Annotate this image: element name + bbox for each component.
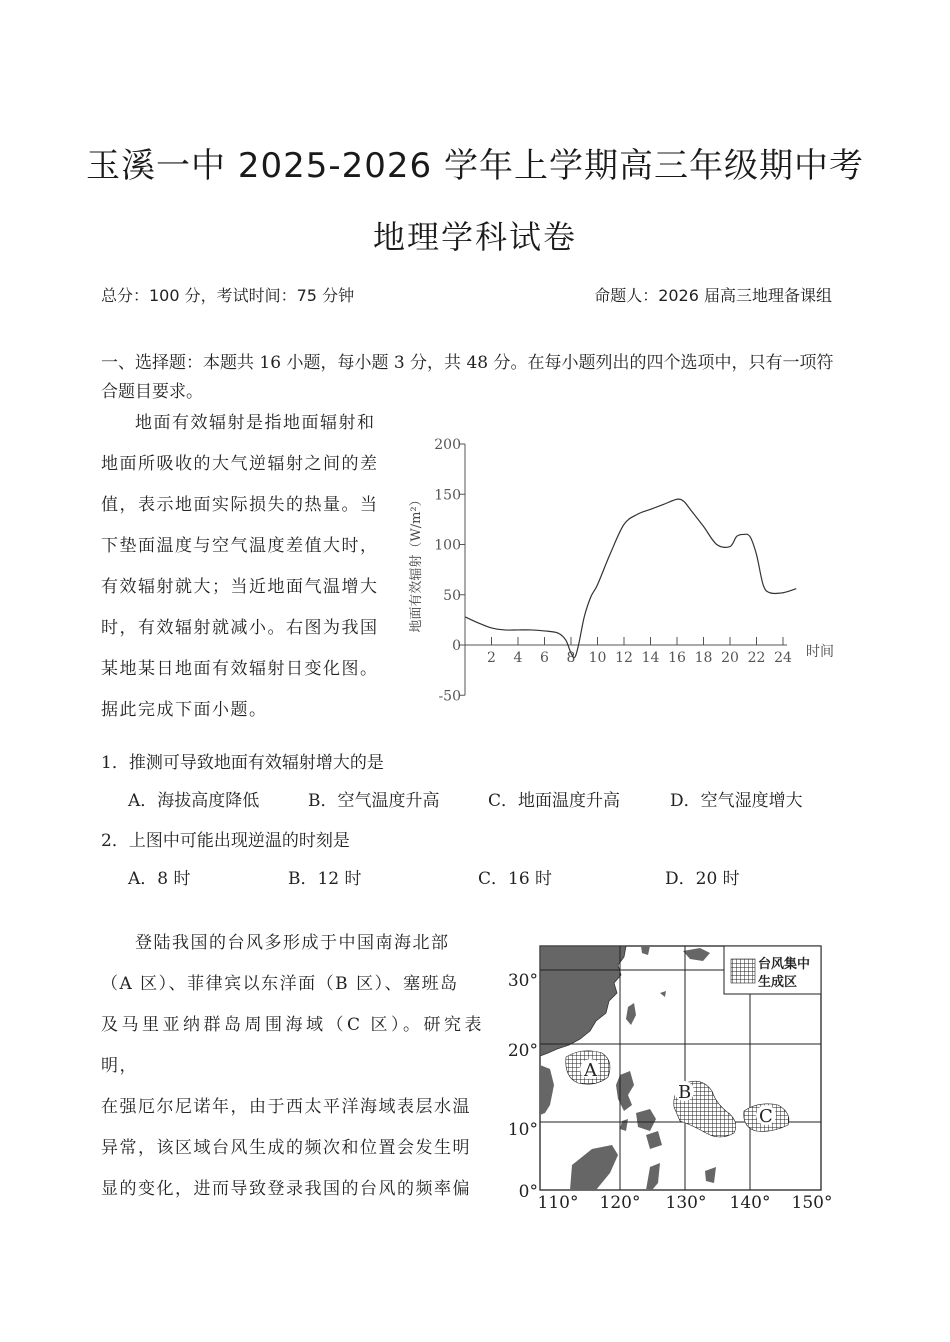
x-tick-label: 12	[615, 650, 633, 666]
lon-label-120: 120°	[599, 1193, 641, 1213]
passage1-line: 值，表示地面实际损失的热量。当	[101, 495, 379, 515]
typhoon-map	[500, 935, 845, 1215]
x-tick-label: 16	[668, 650, 686, 666]
lat-label-0: 0°	[518, 1182, 538, 1202]
y-axis-label: 地面有效辐射（W/m²）	[409, 493, 424, 633]
x-tick-label: 4	[513, 650, 523, 666]
author-info: 命题人：2026 届高三地理备课组	[594, 286, 832, 305]
legend-text-line2: 生成区	[758, 975, 798, 990]
series-line	[465, 499, 796, 657]
section1-intro: 一、选择题：本题共 16 小题，每小题 3 分，共 48 分。在每小题列出的四个选项中，只有一项符合题目要求。	[101, 353, 834, 402]
passage1-line: 下垫面温度与空气温度差值大时，	[101, 536, 379, 556]
x-tick-label: 14	[641, 650, 660, 666]
lat-label-10: 10°	[507, 1120, 538, 1140]
passage2-line: （A 区）、菲律宾以东洋面（B 区）、塞班岛	[101, 974, 459, 994]
passage2	[101, 923, 483, 1210]
x-tick-label: 2	[487, 650, 496, 666]
exam-title-line1: 玉溪一中 2025-2026 学年上学期高三年级期中考	[86, 146, 864, 186]
x-tick-label: 10	[588, 650, 607, 666]
y-tick-label: 100	[434, 537, 461, 554]
exam-title-line2: 地理学科试卷	[372, 218, 577, 256]
lon-label-150: 150°	[791, 1193, 833, 1213]
q1-option-b[interactable]: B．空气温度升高	[308, 791, 440, 811]
passage1-line: 时，有效辐射就减小。右图为我国	[101, 618, 379, 638]
q2-option-b[interactable]: B．12 时	[288, 869, 362, 889]
passage1-line: 有效辐射就大；当近地面气温增大	[101, 577, 379, 597]
q1-option-d[interactable]: D．空气湿度增大	[670, 791, 803, 811]
lat-label-30: 30°	[507, 971, 538, 991]
x-tick-label: 8	[566, 650, 576, 666]
q1-option-c[interactable]: C．地面温度升高	[488, 791, 621, 811]
question1-stem: 1．推测可导致地面有效辐射增大的是	[101, 753, 384, 773]
lon-label-110: 110°	[537, 1193, 579, 1213]
lat-label-20: 20°	[507, 1041, 538, 1061]
zone-a-label: A	[584, 1060, 597, 1081]
y-tick-label: -50	[438, 688, 461, 705]
lon-label-140: 140°	[729, 1193, 771, 1213]
q2-option-c[interactable]: C．16 时	[478, 869, 553, 889]
legend-hatch-swatch	[731, 959, 755, 983]
y-tick-label: 200	[434, 437, 461, 453]
passage1-line: 某地某日地面有效辐射日变化图。	[101, 659, 379, 679]
passage1-line: 地面有效辐射是指地面辐射和	[135, 413, 376, 433]
passage2-line: 在强厄尔尼诺年，由于西太平洋海域表层水温	[101, 1097, 471, 1117]
q2-option-d[interactable]: D．20 时	[665, 869, 740, 889]
zone-c-label: C	[759, 1106, 773, 1127]
passage2-line: 显的变化，进而导致登录我国的台风的频率偏	[101, 1179, 471, 1199]
y-tick-label: 50	[443, 587, 461, 604]
question2-stem: 2．上图中可能出现逆温的时刻是	[101, 831, 350, 851]
q1-option-a[interactable]: A．海拔高度降低	[128, 791, 260, 811]
x-tick-label: 20	[721, 650, 739, 666]
x-tick-label: 6	[540, 650, 549, 666]
x-tick-label: 18	[694, 650, 713, 666]
legend-text-line1: 台风集中	[758, 957, 811, 972]
x-tick-label: 22	[747, 650, 766, 666]
passage1-line: 据此完成下面小题。	[101, 700, 268, 720]
chart-ticks	[434, 437, 792, 704]
score-time-info: 总分：100 分，考试时间：75 分钟	[101, 286, 355, 305]
x-axis-label: 时间	[806, 644, 834, 660]
y-tick-label: 0	[452, 638, 461, 654]
passage1	[101, 403, 391, 731]
y-tick-label: 150	[434, 487, 461, 504]
passage2-line: 异常，该区域台风生成的频次和位置会发生明	[101, 1138, 471, 1158]
radiation-line-chart	[400, 425, 850, 710]
q2-option-a[interactable]: A．8 时	[128, 869, 191, 889]
passage2-line: 及马里亚纳群岛周围海域（C 区）。研究表明，	[101, 1015, 483, 1076]
passage2-line: 登陆我国的台风多形成于中国南海北部	[135, 933, 450, 953]
x-tick-label: 24	[774, 650, 792, 666]
zone-b-label: B	[678, 1082, 692, 1103]
lon-label-130: 130°	[665, 1193, 707, 1213]
passage1-line: 地面所吸收的大气逆辐射之间的差	[101, 454, 379, 474]
